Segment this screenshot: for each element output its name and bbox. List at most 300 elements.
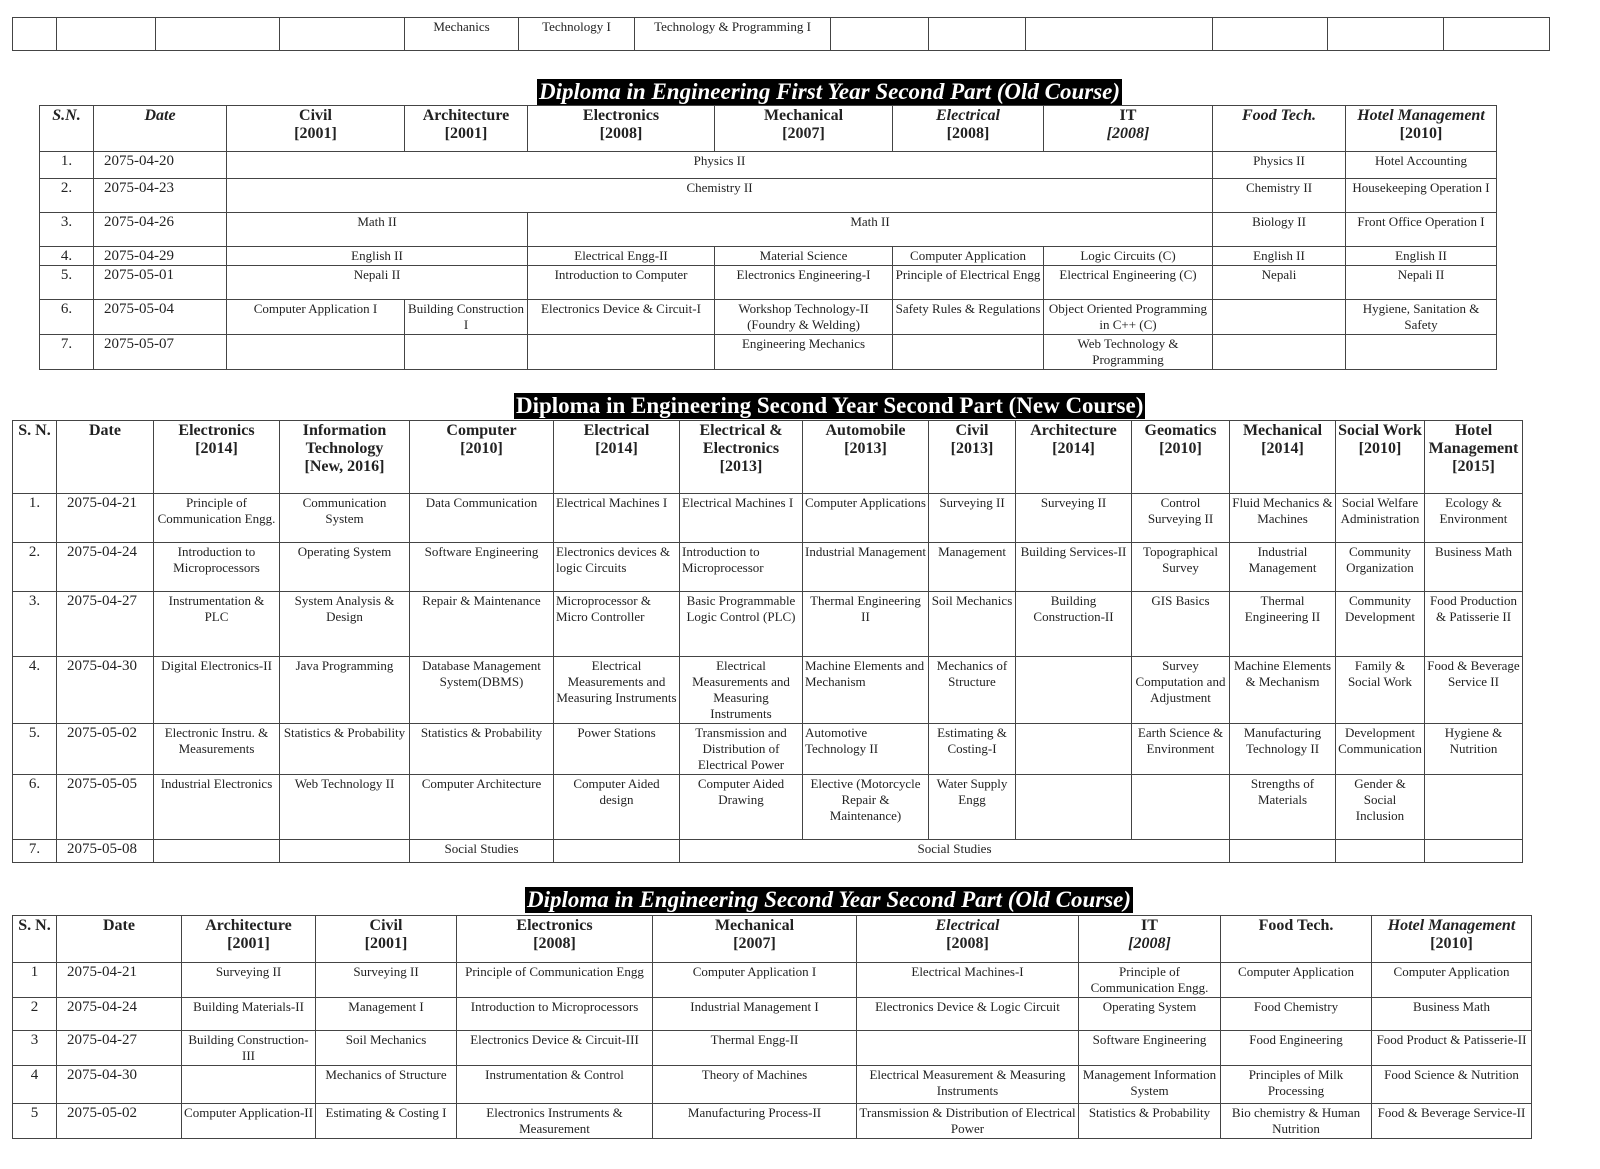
column-header-year: [2014] [595,440,638,457]
subject-cell: Building Services-II [1016,543,1132,592]
table3-title: Diploma in Engineering Second Year Second Part (Old Course) [527,887,1132,912]
subject-cell: Web Technology II [280,775,410,840]
column-header-name: Hotel Management [1428,422,1519,457]
subject-cell: Logic Circuits (C) [1044,247,1213,266]
subject-cell: Management I [316,998,457,1031]
column-header-year: [2008] [599,125,643,142]
subject-cell [893,335,1044,370]
subject-cell: Nepali [1213,266,1346,300]
subject-cell: Food Chemistry [1221,998,1372,1031]
subject-cell: Repair & Maintenance [410,592,554,657]
subject-cell: Water Supply Engg [929,775,1016,840]
date-cell: 2075-05-05 [57,775,154,840]
column-header-name: Mechanical [714,917,795,934]
date-cell: 2075-04-29 [94,247,227,266]
subject-cell: Building Construction-III [182,1031,316,1066]
subject-cell: Object Oriented Programming in C++ (C) [1044,300,1213,335]
subject-cell [1213,335,1346,370]
subject-cell: Introduction to Microprocessors [154,543,280,592]
column-header [57,916,182,963]
subject-cell [182,1066,316,1104]
subject-cell: Fluid Mechanics & Machines [1230,494,1336,543]
subject-cell: Manufacturing Process-II [653,1104,857,1139]
column-header [154,421,280,494]
column-header-name: Civil [299,107,332,124]
column-header-year: [2008] [533,935,576,952]
serial-number-cell: 5 [13,1104,57,1139]
subject-cell: Safety Rules & Regulations [893,300,1044,335]
column-header-year: [2001] [227,935,270,952]
column-header-name: Hotel Management [1357,107,1485,124]
subject-cell: Computer Aided design [554,775,680,840]
subject-cell: Electronics Device & Circuit-I [528,300,715,335]
subject-cell: Front Office Operation I [1346,213,1497,247]
table-row [13,1066,1532,1104]
date-cell: 2075-04-27 [57,592,154,657]
subject-cell: Mechanics of Structure [929,657,1016,724]
column-header-name: Geomatics [1144,422,1217,439]
subject-cell: Development Communication [1336,724,1425,775]
serial-number-cell: 6. [40,300,94,335]
subject-cell: Chemistry II [227,179,1213,213]
column-header-year: [2001] [444,125,488,142]
table-row [13,775,1523,840]
subject-cell: Biology II [1213,213,1346,247]
column-header [893,106,1044,152]
subject-cell: Industrial Management [803,543,929,592]
column-header [1372,916,1532,963]
table-row [40,179,1497,213]
column-header-name: IT [1119,107,1137,124]
subject-cell: Bio chemistry & Human Nutrition [1221,1104,1372,1139]
table-row [40,152,1497,179]
table-row [13,543,1523,592]
serial-number-cell: 4. [40,247,94,266]
table-cell [280,18,405,51]
serial-number-cell: 7. [40,335,94,370]
header-row [40,106,1497,152]
column-header-year: [New, 2016] [304,458,385,475]
column-header-name: Food Tech. [1258,917,1334,934]
subject-cell: Computer Application I [227,300,405,335]
column-header-year: [2008] [946,125,990,142]
subject-cell: Thermal Engineering II [803,592,929,657]
subject-cell: Mechanics of Structure [316,1066,457,1104]
subject-cell: Electrical Machines I [680,494,803,543]
date-cell: 2075-05-01 [94,266,227,300]
date-cell: 2075-04-24 [57,543,154,592]
subject-cell: Survey Computation and Adjustment [1132,657,1230,724]
subject-cell: Math II [227,213,528,247]
column-header [680,421,803,494]
table-row [13,840,1523,863]
date-cell: 2075-05-08 [57,840,154,863]
table-row [40,335,1497,370]
subject-cell: Building Materials-II [182,998,316,1031]
subject-cell: Business Math [1372,998,1532,1031]
column-header [57,421,154,494]
serial-number-cell: 5. [40,266,94,300]
subject-cell: Power Stations [554,724,680,775]
date-cell: 2075-04-21 [57,494,154,543]
column-header-name: S.N. [52,107,81,124]
subject-cell: Basic Programmable Logic Control (PLC) [680,592,803,657]
table-row [13,1104,1532,1139]
subject-cell: Thermal Engineering II [1230,592,1336,657]
column-header [929,421,1016,494]
column-header-year: [2001] [294,125,337,142]
subject-cell: Workshop Technology-II (Foundry & Welding) [715,300,893,335]
date-cell: 2075-05-02 [57,1104,182,1139]
table-cell [831,18,929,51]
subject-cell: Industrial Management [1230,543,1336,592]
column-header-name: Hotel Management [1387,917,1516,934]
subject-cell: Transmission & Distribution of Electrical Power [857,1104,1079,1139]
column-header-name: Mechanical [763,107,844,124]
subject-cell: Computer Application-II [182,1104,316,1139]
table-row [13,592,1523,657]
subject-cell: Surveying II [929,494,1016,543]
column-header-year: [2007] [782,125,825,142]
subject-cell: Physics II [1213,152,1346,179]
subject-cell: Principle of Communication Engg. [1079,963,1221,998]
subject-cell: Hygiene, Sanitation & Safety [1346,300,1497,335]
subject-cell [1336,840,1425,863]
subject-cell: Surveying II [182,963,316,998]
subject-cell: Estimating & Costing I [316,1104,457,1139]
subject-cell: Strengths of Materials [1230,775,1336,840]
column-header-name: S. N. [18,917,51,934]
subject-cell: Statistics & Probability [1079,1104,1221,1139]
subject-cell: Management [929,543,1016,592]
subject-cell: English II [1213,247,1346,266]
subject-cell: English II [227,247,528,266]
table-row [13,657,1523,724]
column-header-year: [2014] [195,440,238,457]
subject-cell: Soil Mechanics [929,592,1016,657]
subject-cell: Data Communication [410,494,554,543]
column-header-year: [2010] [1159,440,1202,457]
subject-cell [1132,775,1230,840]
subject-cell: Thermal Engg-II [653,1031,857,1066]
subject-cell: Computer Application I [653,963,857,998]
header-row [13,916,1532,963]
column-header-name: Date [89,422,121,439]
column-header-year: [2013] [950,440,994,457]
table-row [13,494,1523,543]
column-header-year: [2010] [460,440,503,457]
subject-cell: Manufacturing Technology II [1230,724,1336,775]
column-header-year: [2013] [719,458,763,475]
table-row [13,963,1532,998]
subject-cell: Machine Elements and Mechanism [803,657,929,724]
subject-cell [1016,724,1132,775]
previous-table-fragment [12,17,1550,51]
subject-cell: Social Studies [410,840,554,863]
column-header [1213,106,1346,152]
column-header-name: Social Work [1338,422,1422,439]
serial-number-cell: 4. [13,657,57,724]
subject-cell: Computer Application [1221,963,1372,998]
table2-title: Diploma in Engineering Second Year Second Part (New Course) [516,393,1144,418]
second-year-second-part-new-course-table [12,420,1523,863]
subject-cell: Computer Application [1372,963,1532,998]
serial-number-cell: 7. [13,840,57,863]
column-header-name: Automobile [825,422,906,439]
subject-cell: Electrical Machines-I [857,963,1079,998]
subject-cell: Software Engineering [410,543,554,592]
subject-cell [1425,840,1523,863]
subject-cell: Web Technology & Programming [1044,335,1213,370]
subject-cell: Ecology & Environment [1425,494,1523,543]
subject-cell: Chemistry II [1213,179,1346,213]
table-cell: Technology & Programming I [635,18,831,51]
column-header [1132,421,1230,494]
column-header-year: [2013] [844,440,887,457]
date-cell: 2075-04-20 [94,152,227,179]
column-header [410,421,554,494]
subject-cell: Nepali II [227,266,528,300]
column-header-year: [2014] [1052,440,1095,457]
subject-cell: Soil Mechanics [316,1031,457,1066]
serial-number-cell: 1. [13,494,57,543]
subject-cell: Housekeeping Operation I [1346,179,1497,213]
subject-cell [1213,300,1346,335]
column-header-year: [2008] [1106,125,1150,142]
table-cell [929,18,1026,51]
subject-cell: Food Production & Patisserie II [1425,592,1523,657]
column-header-name: Computer [446,422,517,439]
serial-number-cell: 3. [13,592,57,657]
subject-cell: Computer Aided Drawing [680,775,803,840]
column-header-name: Electrical & Electronics [699,422,783,457]
subject-cell: Electrical Machines I [554,494,680,543]
column-header-name: Electrical [935,917,1000,934]
table-row [40,247,1497,266]
date-cell: 2075-05-04 [94,300,227,335]
column-header-name: Date [103,917,135,934]
subject-cell: Theory of Machines [653,1066,857,1104]
subject-cell: Building Construction-II [1016,592,1132,657]
column-header [13,421,57,494]
column-header [653,916,857,963]
subject-cell: Electronics Device & Circuit-III [457,1031,653,1066]
subject-cell: Food & Beverage Service-II [1372,1104,1532,1139]
column-header-name: Electronics [516,917,593,934]
column-header-name: Electrical [936,107,1000,124]
first-year-second-part-old-course-table [39,105,1497,370]
subject-cell: System Analysis & Design [280,592,410,657]
serial-number-cell: 6. [13,775,57,840]
column-header [715,106,893,152]
column-header-year: [2001] [364,935,408,952]
subject-cell: Engineering Mechanics [715,335,893,370]
subject-cell: Microprocessor & Micro Controller [554,592,680,657]
serial-number-cell: 1 [13,963,57,998]
column-header [1079,916,1221,963]
column-header [1336,421,1425,494]
column-header-year: [2008] [946,935,989,952]
date-cell: 2075-04-23 [94,179,227,213]
serial-number-cell: 2. [13,543,57,592]
serial-number-cell: 2 [13,998,57,1031]
subject-cell: Instrumentation & Control [457,1066,653,1104]
column-header [1346,106,1497,152]
subject-cell: Electrical Engineering (C) [1044,266,1213,300]
table-cell [1328,18,1444,51]
date-cell: 2075-04-24 [57,998,182,1031]
subject-cell: Electronics devices & logic Circuits [554,543,680,592]
subject-cell: Business Math [1425,543,1523,592]
subject-cell: Principle of Communication Engg. [154,494,280,543]
subject-cell [528,335,715,370]
column-header-name: Civil [369,917,403,934]
subject-cell: Physics II [227,152,1213,179]
column-header [857,916,1079,963]
column-header-name: Electronics [178,422,255,439]
serial-number-cell: 1. [40,152,94,179]
table-cell [1444,18,1550,51]
subject-cell: Family & Social Work [1336,657,1425,724]
date-cell: 2075-04-30 [57,657,154,724]
serial-number-cell: 4 [13,1066,57,1104]
column-header [554,421,680,494]
subject-cell: Material Science [715,247,893,266]
subject-cell: Software Engineering [1079,1031,1221,1066]
column-header [1044,106,1213,152]
column-header [227,106,405,152]
column-header [1016,421,1132,494]
subject-cell: Electronics Engineering-I [715,266,893,300]
subject-cell: Automotive Technology II [803,724,929,775]
subject-cell: Principles of Milk Processing [1221,1066,1372,1104]
subject-cell: Building Construction I [405,300,528,335]
subject-cell: Gender & Social Inclusion [1336,775,1425,840]
subject-cell: Transmission and Distribution of Electrical Power [680,724,803,775]
subject-cell: Principle of Communication Engg [457,963,653,998]
column-header [182,916,316,963]
date-cell: 2075-04-26 [94,213,227,247]
subject-cell: Electronics Device & Logic Circuit [857,998,1079,1031]
table-cell [156,18,280,51]
subject-cell: Introduction to Computer [528,266,715,300]
table-cell [1026,18,1213,51]
subject-cell: Database Management System(DBMS) [410,657,554,724]
column-header-name: Architecture [1030,422,1117,439]
table-row [40,266,1497,300]
column-header-year: [2008] [1128,935,1171,952]
column-header-name: Mechanical [1242,422,1323,439]
column-header-year: [2010] [1358,440,1402,457]
subject-cell: Communication System [280,494,410,543]
column-header-year: [2010] [1430,935,1473,952]
column-header-name: Information Technology [302,422,387,457]
subject-cell [1230,840,1336,863]
table-row [40,213,1497,247]
serial-number-cell: 3. [40,213,94,247]
subject-cell: Food Science & Nutrition [1372,1066,1532,1104]
date-cell: 2075-05-07 [94,335,227,370]
subject-cell: Food & Beverage Service II [1425,657,1523,724]
subject-cell: Electronics Instruments & Measurement [457,1104,653,1139]
column-header-name: Electrical [583,422,650,439]
subject-cell [227,335,405,370]
table-row [40,300,1497,335]
subject-cell [1016,657,1132,724]
column-header-name: Architecture [422,107,510,124]
subject-cell: Electrical Measurement & Measuring Instruments [857,1066,1079,1104]
column-header-year: [2010] [1399,125,1443,142]
table-cell [57,18,156,51]
column-header-name: Date [144,107,176,124]
subject-cell: Community Development [1336,592,1425,657]
column-header-year: [2015] [1452,458,1495,475]
subject-cell: Principle of Electrical Engg [893,266,1044,300]
subject-cell: Electrical Measurements and Measuring Instruments [680,657,803,724]
column-header [1230,421,1336,494]
subject-cell: Computer Applications [803,494,929,543]
subject-cell: Electrical Measurements and Measuring Instruments [554,657,680,724]
column-header-name: Architecture [205,917,292,934]
subject-cell: Social Welfare Administration [1336,494,1425,543]
subject-cell [1425,775,1523,840]
column-header [94,106,227,152]
header-row [13,421,1523,494]
subject-cell: Earth Science & Environment [1132,724,1230,775]
subject-cell: Introduction to Microprocessor [680,543,803,592]
subject-cell [554,840,680,863]
date-cell: 2075-04-21 [57,963,182,998]
subject-cell: Computer Application [893,247,1044,266]
table-row [13,998,1532,1031]
subject-cell [405,335,528,370]
subject-cell: Digital Electronics-II [154,657,280,724]
subject-cell: Math II [528,213,1213,247]
subject-cell: Statistics & Probability [410,724,554,775]
subject-cell [857,1031,1079,1066]
table-row [13,1031,1532,1066]
subject-cell: Surveying II [1016,494,1132,543]
subject-cell: Electronic Instru. & Measurements [154,724,280,775]
column-header [405,106,528,152]
subject-cell: Introduction to Microprocessors [457,998,653,1031]
date-cell: 2075-04-30 [57,1066,182,1104]
subject-cell: Instrumentation & PLC [154,592,280,657]
table1-title: Diploma in Engineering First Year Second Part (Old Course) [539,79,1121,104]
second-year-second-part-old-course-table [12,915,1532,1139]
subject-cell: Social Studies [680,840,1230,863]
serial-number-cell: 2. [40,179,94,213]
subject-cell: Hotel Accounting [1346,152,1497,179]
table-cell: Technology I [519,18,635,51]
table-cell [13,18,57,51]
table-cell [1213,18,1328,51]
subject-cell: Surveying II [316,963,457,998]
column-header [1221,916,1372,963]
subject-cell [280,840,410,863]
column-header [316,916,457,963]
subject-cell: Topographical Survey [1132,543,1230,592]
column-header-name: Food Tech. [1241,107,1317,124]
column-header [457,916,653,963]
column-header [40,106,94,152]
subject-cell: English II [1346,247,1497,266]
column-header-name: IT [1141,917,1158,934]
column-header-name: Electronics [582,107,660,124]
subject-cell: Java Programming [280,657,410,724]
subject-cell: Computer Architecture [410,775,554,840]
subject-cell: Industrial Electronics [154,775,280,840]
